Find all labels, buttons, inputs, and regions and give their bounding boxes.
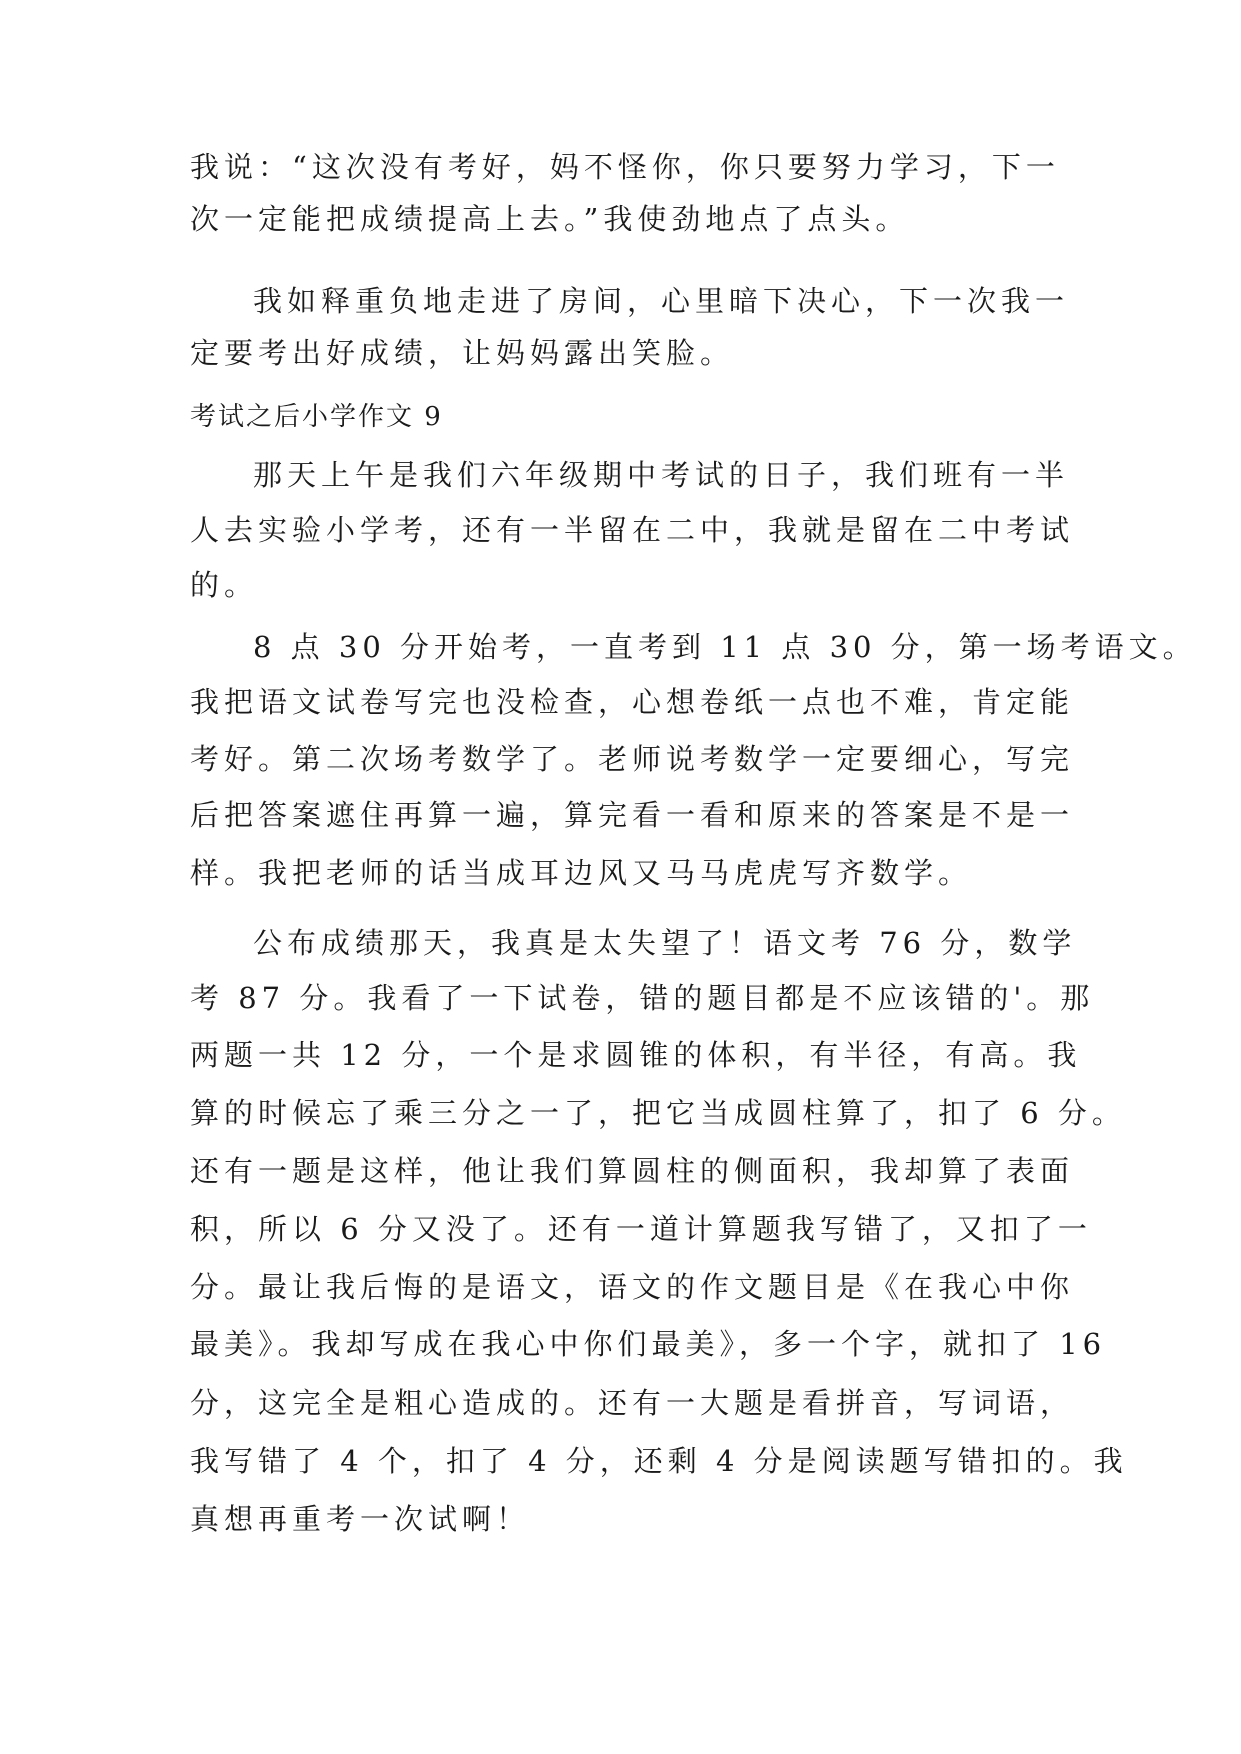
section-heading: 考试之后小学作文 9 (190, 402, 443, 432)
text-line: 两题一共 12 分，一个是求圆锥的体积，有半径，有高。我 (190, 1038, 1082, 1072)
text-line: 我把语文试卷写完也没检查，心想卷纸一点也不难，肯定能 (190, 685, 1075, 719)
text-line: 后把答案遮住再算一遍，算完看一看和原来的答案是不是一 (190, 798, 1075, 832)
text-line: 真想再重考一次试啊！ (190, 1502, 531, 1536)
text-line: 我如释重负地走进了房间，心里暗下决心，下一次我一 (253, 284, 1070, 318)
text-line: 定要考出好成绩，让妈妈露出笑脸。 (190, 336, 735, 370)
text-line: 积，所以 6 分又没了。还有一道计算题我写错了，又扣了一 (190, 1212, 1092, 1246)
text-line: 人去实验小学考，还有一半留在二中，我就是留在二中考试 (190, 513, 1075, 547)
text-line: 还有一题是这样，他让我们算圆柱的侧面积，我却算了表面 (190, 1154, 1075, 1188)
text-line: 考 87 分。我看了一下试卷，错的题目都是不应该错的'。那 (190, 981, 1095, 1015)
text-line: 分，这完全是粗心造成的。还有一大题是看拼音，写词语， (190, 1386, 1075, 1420)
text-line: 的。 (190, 568, 259, 602)
text-line: 样。我把老师的话当成耳边风又马马虎虎写齐数学。 (190, 856, 973, 890)
text-line: 次一定能把成绩提高上去。”我使劲地点了点头。 (190, 202, 910, 236)
text-line: 考好。第二次场考数学了。老师说考数学一定要细心，写完 (190, 742, 1075, 776)
text-line: 最美》。我却写成在我心中你们最美》，多一个字，就扣了 16 (190, 1327, 1107, 1361)
text-line: 那天上午是我们六年级期中考试的日子，我们班有一半 (253, 458, 1070, 492)
text-line: 公布成绩那天，我真是太失望了！语文考 76 分，数学 (253, 926, 1077, 960)
text-line: 算的时候忘了乘三分之一了，把它当成圆柱算了，扣了 6 分。 (190, 1096, 1126, 1130)
text-line: 8 点 30 分开始考，一直考到 11 点 30 分，第一场考语文。 (253, 630, 1197, 664)
text-line: 我写错了 4 个，扣了 4 分，还剩 4 分是阅读题写错扣的。我 (190, 1444, 1128, 1478)
text-line: 分。最让我后悔的是语文，语文的作文题目是《在我心中你 (190, 1270, 1075, 1304)
text-line: 我说：“这次没有考好，妈不怪你，你只要努力学习，下一 (190, 150, 1060, 184)
